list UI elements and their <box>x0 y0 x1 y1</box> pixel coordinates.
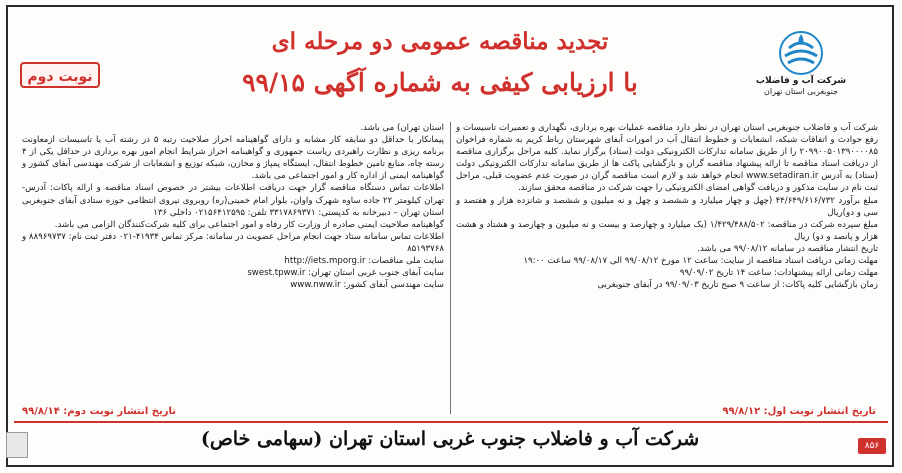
left-paragraph: استان تهران) می باشد. <box>360 123 444 133</box>
right-paragraph: مهلت زمانی دریافت اسناد مناقصه از سایت: ساعت ۱۲ مورخ ۹۹/۰۸/۱۲ الی ۹۹/۰۸/۱۷ ساعت ۱۹:۰۰ <box>523 256 878 267</box>
second-publication-date: تاریخ انتشار نوبت دوم: ۹۹/۸/۱۴ <box>22 406 176 417</box>
right-paragraph: شرکت آب و فاضلاب جنوبغربی استان تهران در نظر دارد مناقصه عملیات بهره برداری، نگهداری و تعمیرات تاسیسات و رفع حوادث و اتفاقات شبکه، انشعابات و خطوط انتقال آب در امورات آبفای شهرستان رباط کریم به شماره فراخوان ۲۰۹۹۰۰۵۰۱۳۹۰۰۰۰۸۵ را از طریق سامانه تدارکات الکترونیکی دولت (ستاد) برگزار نماید. کلیه مراحل برگزاری مناقصه از دریافت اسناد مناقصه تا ارائه پیشنهاد مناقصه گران و بازگشایی پاکت ها از طریق سامانه تدارکات الکترونیکی دولت (ستاد) به آدرس www.setadiran.ir انجام خواهد شد و لازم است مناقصه گران در صورت عدم عضویت قبلی، مراحل ثبت نام در سایت مذکور و دریافت گواهی امضای الکترونیکی را جهت شرکت در مناقصه محقق سازند. <box>456 123 878 194</box>
right-paragraph: زمان بازگشایی کلیه پاکات: از ساعت ۹ صبح تاریخ ۹۹/۰۹/۰۳ در آبفای جنوبغربی <box>597 280 878 291</box>
corner-tab <box>6 432 28 458</box>
footer-company-name: شرکت آب و فاضلاب جنوب غربی استان تهران (سهامی خاص) <box>200 428 700 450</box>
notice-title: تجدید مناقصه عمومی دو مرحله ای <box>271 28 609 55</box>
edition-badge: نوبت دوم <box>20 62 100 88</box>
first-publication-date: تاریخ انتشار نوبت اول: ۹۹/۸/۱۲ <box>722 406 876 417</box>
footer-divider <box>14 421 888 423</box>
right-paragraph: مبلغ سپرده شرکت در مناقصه: ۱/۴۲۹/۴۸۸/۵۰۲ (یک میلیارد و چهارصد و بیست و نه میلیون و چهارصد و هشتاد و هشت هزار و پانصد و دو) ریال <box>456 219 879 242</box>
logo-company-name: شرکت آب و فاضلاب <box>755 76 847 86</box>
right-paragraph: تاریخ انتشار مناقصه در سامانه ۹۹/۰۸/۱۲ می باشد. <box>697 243 878 254</box>
water-drop-logo-icon <box>775 30 827 76</box>
footer-code: ۸۵۶ <box>858 438 886 454</box>
left-paragraph: اطلاعات تماس دستگاه مناقصه گزار جهت دریافت اطلاعات بیشتر در خصوص اسناد مناقصه و ارائه پاکات: آدرس- تهران کیلومتر ۲۲ جاده ساوه شهرک واوان، بلوار امام خمینی(ره) روبروی نیروی انتظامی حوزه ستادی آبفای جنوبغربی استان تهران – دبیرخانه به کدپستی: ۳۳۱۷۸۶۹۳۷۱ تلفن: ۰۲۱۵۶۴۱۲۵۹۵ داخلی ۱۳۶ <box>22 183 444 218</box>
left-paragraph: سایت مهندسی آبفای کشور: www.nww.ir <box>290 280 444 291</box>
right-paragraph: مهلت زمانی ارائه پیشنهادات: ساعت ۱۴ تاریخ ۹۹/۰۹/۰۲ <box>679 268 878 279</box>
left-paragraph: سایت ملی مناقصات: http://iets.mporg.ir <box>284 256 444 267</box>
left-paragraph: سایت آبفای جنوب غربی استان تهران: swest.tpww.ir <box>247 268 444 279</box>
left-paragraph: گواهینامه صلاحیت ایمنی صادره از وزارت کار رفاه و امور اجتماعی برای کلیه شرکت‌کنندگان الزامی می باشد. <box>54 219 444 230</box>
logo-company-region: جنوبغربی استان تهران <box>763 87 839 96</box>
left-paragraph: اطلاعات تماس سامانه ستاد جهت انجام مراحل عضویت در سامانه: مرکز تماس ۴۱۹۳۴-۰۲۱ دفتر ثبت نام: ۸۸۹۶۹۷۳۷ و ۸۵۱۹۳۷۶۸ <box>22 231 444 254</box>
left-column <box>22 122 444 291</box>
company-logo <box>736 30 866 110</box>
right-column <box>456 122 878 291</box>
left-paragraph: پیمانکار با حداقل دو سابقه کار مشابه و دارای گواهینامه احراز صلاحیت رتبه ۵ در رشته آب یا تاسیسات ازمعاونت برنامه ریزی و نظارت راهبردی ریاست جمهوری و گواهینامه احراز شرایط انجام امور بهره برداری در حداقل یکی از ۴ رسته چاه، منابع تامین خطوط انتقال، ایستگاه پمپاژ و مخازن، شبکه توزیع و انشعابات از شرکت مهندسی آبفای کشور و گواهینامه ایمنی از اداره کار و امور اجتماعی می باشد. <box>22 135 444 182</box>
notice-subtitle: با ارزیابی کیفی به شماره آگهی ۹۹/۱۵ <box>242 68 638 97</box>
right-paragraph: مبلغ برآورد ۴۴/۶۴۹/۶۱۶/۷۳۲ (چهل و چهار میلیارد و ششصد و چهل و نه میلیون و ششصد و شانزده هزار و هفتصد و سی و دو)ریال <box>456 195 878 218</box>
column-divider <box>450 122 451 414</box>
